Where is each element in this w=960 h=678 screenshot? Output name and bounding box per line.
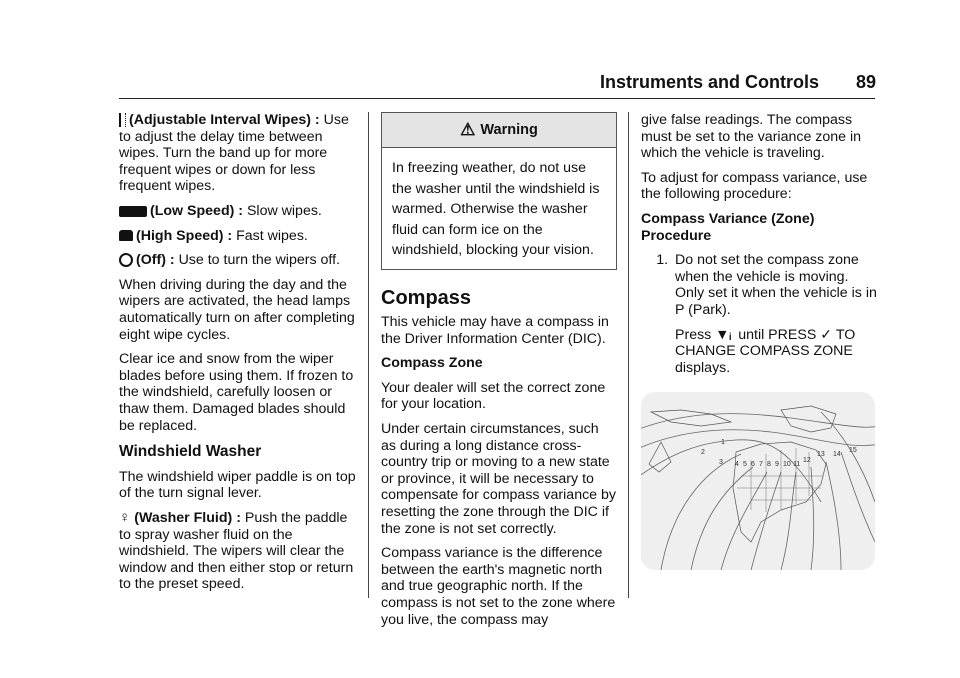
high-speed-label: (High Speed) : — [136, 227, 233, 244]
map-zone-label: 10 — [783, 461, 791, 468]
change-compass-zone-text: CHANGE COMPASS ZONE displays. — [675, 343, 853, 376]
compass-heading: Compass — [381, 286, 472, 309]
until-press-text: until PRESS — [738, 326, 817, 343]
page-number: 89 — [855, 72, 876, 92]
step-1-press-instruction — [675, 327, 877, 377]
compass-intro: This vehicle may have a compass in the Driver Information Center (DIC). — [381, 314, 609, 347]
map-zone-label: 14 — [833, 451, 841, 458]
map-zone-label: 1 — [721, 439, 725, 446]
high-speed-icon — [119, 230, 133, 241]
column-2 — [381, 112, 617, 636]
adjustable-interval-label: (Adjustable Interval Wipes) : — [129, 112, 320, 128]
procedure-step-1 — [672, 252, 877, 376]
daytime-paragraph: When driving during the day and the wipers are activated, the head lamps automatically turn on after completing eight wipe cycles. — [119, 276, 355, 343]
compass-zone-text: Your dealer will set the correct zone for your location. — [381, 379, 606, 413]
map-zone-label: 15 — [849, 447, 857, 454]
step-1-text: Do not set the compass zone when the vehicle is moving. Only set it when the vehicle is in P (Park). — [675, 252, 877, 318]
column-divider-1 — [368, 112, 369, 598]
section-title: Instruments and Controls — [600, 72, 820, 92]
map-zone-label: 12 — [803, 457, 811, 464]
map-zone-label: 4 — [735, 461, 739, 468]
map-zone-label: 9 — [775, 461, 779, 468]
adjustable-interval-paragraph — [119, 112, 357, 195]
high-speed-text: Fast wipes. — [236, 227, 308, 244]
high-speed-paragraph — [119, 228, 357, 245]
adjustable-interval-text: Use to adjust the delay time between wipes. Turn the band up for more frequent wipes or down for less frequent wipes. — [119, 112, 349, 195]
page-header — [600, 72, 876, 96]
map-zone-label: 5 — [743, 461, 747, 468]
header-rule — [119, 98, 875, 99]
off-label: (Off) : — [136, 252, 175, 269]
column-1 — [119, 112, 357, 601]
ice-paragraph: Clear ice and snow from the wiper blades before using them. If frozen to the windshield, carefully loosen or thaw them. Damaged blades should be replaced. — [119, 351, 354, 434]
warning-triangle-icon: ⚠ — [460, 119, 476, 139]
warning-header — [382, 113, 616, 148]
windshield-washer-heading: Windshield Washer — [119, 443, 262, 461]
map-zone-label: 8 — [767, 461, 771, 468]
map-zone-label: 3 — [719, 459, 723, 466]
washer-paragraph: The windshield wiper paddle is on top of the turn signal lever. — [119, 468, 356, 502]
adjustable-interval-icon — [119, 113, 126, 127]
off-paragraph — [119, 252, 357, 269]
checkmark-icon: ✓ — [820, 326, 833, 343]
warning-body: In freezing weather, do not use the washer until the windshield is warmed. Otherwise the washer fluid can form ice on the windshield, blocking your vision. — [392, 160, 600, 258]
circumstances-paragraph: Under certain circumstances, such as during a long distance cross-country trip or moving to a new state or province, it will be necessary to compensate for compass variance by resetting the zone through the DIC if the zone is not set correctly. — [381, 421, 616, 537]
compass-zone-heading: Compass Zone — [381, 355, 483, 372]
adjust-intro-paragraph: To adjust for compass variance, use the following procedure: — [641, 169, 868, 203]
procedure-heading: Compass Variance (Zone) Procedure — [641, 210, 815, 244]
zone-map-svg — [641, 392, 875, 570]
warning-title: Warning — [480, 121, 538, 138]
low-speed-paragraph — [119, 203, 357, 220]
map-zone-label: 13 — [817, 451, 825, 458]
washer-fluid-paragraph — [119, 510, 357, 593]
to-word: TO — [835, 326, 856, 343]
map-zone-label: 6 — [751, 461, 755, 468]
trip-button-icon: ▼ᵢ — [715, 326, 732, 343]
column-divider-2 — [628, 112, 629, 598]
low-speed-icon — [119, 206, 147, 217]
warning-box — [381, 112, 617, 270]
washer-fluid-text: Push the paddle to spray washer fluid on the windshield. The wipers will clear the window and then either stop or return to the preset speed. — [119, 509, 354, 593]
map-zone-label: 2 — [701, 449, 705, 456]
procedure-list — [641, 252, 877, 376]
column-3 — [641, 112, 877, 376]
variance-paragraph: Compass variance is the difference between the earth's magnetic north and true geographic north. If the compass is not set to the zone where you live, the compass may — [381, 545, 616, 628]
washer-fluid-label: (Washer Fluid) : — [134, 509, 241, 526]
low-speed-label: (Low Speed) : — [150, 202, 244, 219]
continuation-paragraph: give false readings. The compass must be set to the variance zone in which the vehicle is traveling. — [641, 112, 862, 162]
off-text: Use to turn the wipers off. — [178, 252, 340, 269]
map-zone-label: 11 — [793, 461, 801, 468]
off-icon — [119, 253, 133, 267]
map-zone-label: 7 — [759, 461, 763, 468]
compass-zone-map — [641, 392, 875, 570]
low-speed-text: Slow wipes. — [246, 202, 322, 219]
press-word: Press — [675, 326, 712, 343]
washer-fluid-icon: ♀ — [119, 508, 131, 526]
